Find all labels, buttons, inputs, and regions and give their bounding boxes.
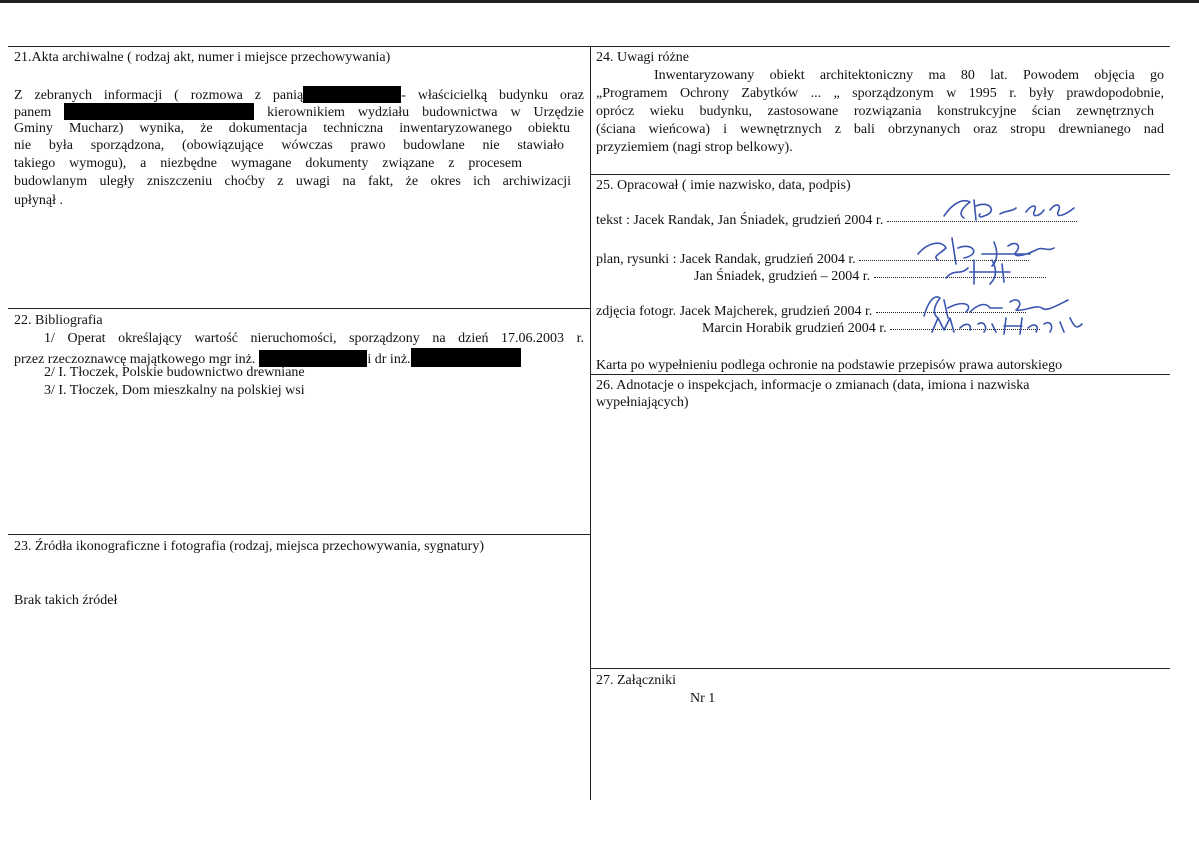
section-24-line-3: oprócz wieku budynku, zastosowane rozwiązania konstrukcyjne ścian zewnętrznych — [596, 104, 1154, 119]
section-24-line-5: przyziemiem (nagi strop belkowy). — [596, 140, 793, 155]
section-22-title: 22. Bibliografia — [14, 313, 103, 328]
signature-horabik — [926, 312, 1086, 338]
section-21-line-2a: panem — [14, 105, 52, 120]
redaction-box — [411, 348, 521, 367]
section-24-line-1: Inwentaryzowany obiekt architektoniczny ma 80 lat. Powodem objęcia go — [654, 68, 1164, 83]
page-top-edge — [0, 0, 1199, 3]
section-23-body: Brak takich źródeł — [14, 593, 118, 608]
section-21-line-1 — [14, 86, 584, 104]
section-22-line-3: 2/ I. Tłoczek, Polskie budownictwo drewniane — [44, 365, 305, 380]
section-21-line-5: takiego wymogu), a niezbędne wymagane dokumenty związane z procesem — [14, 156, 522, 171]
section-24-line-4: (ściana wieńcowa) i wewnętrznych z bali obrzynanych oraz stropu drewnianego nad — [596, 122, 1164, 137]
section-21-line-1b: - właścicielką budynku oraz — [401, 88, 584, 103]
rule-top-right — [590, 46, 1170, 47]
section-22-line-2b: i dr inż. — [367, 352, 411, 367]
section-22-line-2a: przez rzeczoznawcę majątkowego mgr inż. — [14, 352, 256, 367]
section-24-line-2: „Programem Ochrony Zabytków ... „ sporządzonym w 1995 r. były prawdopodobnie, — [596, 86, 1164, 101]
section-21-title: 21.Akta archiwalne ( rodzaj akt, numer i miejsce przechowywania) — [14, 50, 391, 65]
section-21-line-1a: Z zebranych informacji ( rozmowa z panią — [14, 88, 304, 103]
rule-24-25 — [590, 174, 1170, 175]
section-22-line-1: 1/ Operat określający wartość nieruchomości, sporządzony na dzień 17.06.2003 r. — [44, 331, 584, 346]
section-26-title-line-2: wypełniających) — [596, 395, 689, 410]
section-25-plan-line-2-label: Jan Śniadek, grudzień – 2004 r. — [694, 269, 871, 284]
rule-26-27 — [590, 668, 1170, 669]
rule-21-22 — [8, 308, 590, 309]
section-21-line-3: Gminy Mucharz) wynika, że dokumentacja techniczna inwentaryzowanego obiektu — [14, 121, 570, 136]
signature-randak-text — [940, 194, 1090, 226]
section-21-line-7: upłynął . — [14, 193, 63, 208]
section-25-photo-line-1-label: zdjęcia fotogr. Jacek Majcherek, grudzień 2004 r. — [596, 304, 873, 319]
section-25-text-authors-label: tekst : Jacek Randak, Jan Śniadek, grudzień 2004 r. — [596, 213, 884, 228]
section-21-line-6: budowlanym uległy zniszczeniu choćby z uwagi na fakt, że okres ich archiwizacji — [14, 174, 571, 189]
section-25-copyright-note: Karta po wypełnieniu podlega ochronie na podstawie przepisów prawa autorskiego — [596, 358, 1063, 373]
section-25-photo-line-2-label: Marcin Horabik grudzień 2004 r. — [702, 321, 887, 336]
section-21-line-2b: kierownikiem wydziału budownictwa w Urzędzie — [267, 105, 584, 120]
rule-top-left — [8, 46, 590, 47]
rule-25-26 — [590, 374, 1170, 375]
section-24-title: 24. Uwagi różne — [596, 50, 689, 65]
section-23-title: 23. Źródła ikonograficzne i fotografia (rodzaj, miejsca przechowywania, sygnatury) — [14, 539, 484, 554]
redaction-box — [64, 103, 254, 120]
section-21-line-4: nie była sporządzona, (obowiązujące wówczas prawo budowlane nie stawiało — [14, 138, 564, 153]
redaction-box — [303, 86, 401, 103]
section-25-title: 25. Opracował ( imie nazwisko, data, podpis) — [596, 178, 851, 193]
section-26-title-line-1: 26. Adnotacje o inspekcjach, informacje o zmianach (data, imiona i nazwiska — [596, 378, 1030, 393]
section-27-title: 27. Załączniki — [596, 673, 677, 688]
rule-22-23 — [8, 534, 590, 535]
section-27-item: Nr 1 — [690, 691, 716, 706]
section-25-plan-line-1-label: plan, rysunki : Jacek Randak, grudzień 2004 r. — [596, 252, 856, 267]
section-22-line-4: 3/ I. Tłoczek, Dom mieszkalny na polskiej wsi — [44, 383, 305, 398]
column-divider — [590, 46, 591, 800]
section-21-line-2 — [14, 103, 584, 121]
signature-sniadek-plan — [940, 256, 1030, 286]
